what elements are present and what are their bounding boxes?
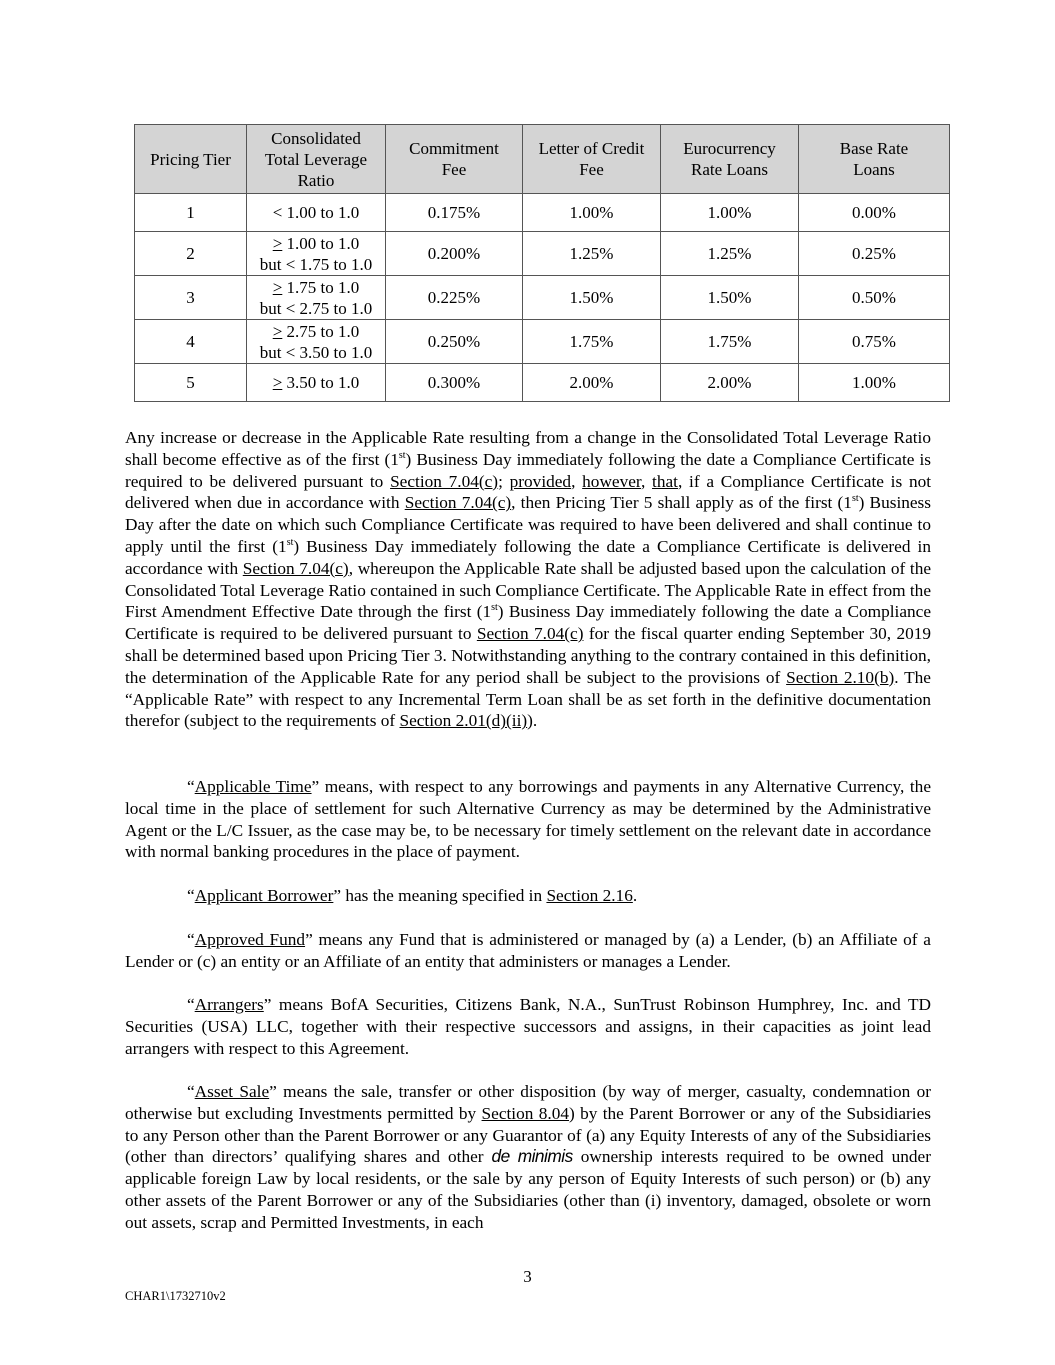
table-row <box>135 276 950 320</box>
loc-cell: 2.00% <box>523 364 661 402</box>
ratio-cell: > 3.50 to 1.0 <box>247 364 386 402</box>
loc-cell: 1.00% <box>523 194 661 232</box>
defined-term: Arrangers <box>194 995 264 1014</box>
euro-cell: 1.25% <box>661 232 799 276</box>
table-header-row <box>135 125 950 194</box>
commitment-cell: 0.250% <box>386 320 523 364</box>
header-loc-fee: Letter of Credit Fee <box>523 125 661 194</box>
arrangers-definition: “Arrangers” means BofA Securities, Citizens Bank, N.A., SunTrust Robinson Humphrey, Inc. and TD Securities (USA) LLC, together with their respective successors and assigns, in their capacities as joint lead arrangers with respect to this Agreement. <box>125 995 931 1058</box>
base-cell: 0.00% <box>799 194 950 232</box>
tier-cell: 2 <box>135 232 247 276</box>
commitment-cell: 0.300% <box>386 364 523 402</box>
table-row <box>135 320 950 364</box>
header-leverage-ratio: Consolidated Total Leverage Ratio <box>247 125 386 194</box>
base-cell: 1.00% <box>799 364 950 402</box>
section-link[interactable]: Section 2.16 <box>546 886 633 905</box>
section-link[interactable]: Section 2.01(d)(ii) <box>399 711 528 731</box>
asset-sale-definition: “Asset Sale” means the sale, transfer or other disposition (by way of merger, casualty, condemnation or otherwise but excluding Investments permitted by Section 8.04) by the Parent Borrower or any of the Subsidiaries to any Person other than the Parent Borrower or any Guarantor of (a) any Equity Interests of any of the Subsidiaries (other than directors’ qualifying shares and other de minimis ownership interests required to be owned under applicable foreign Law by local residents, or the sale by any person of Equity Interests of such person) or (b) any other assets of the Parent Borrower or any of the Subsidiaries (other than (i) inventory, damaged, obsolete or worn out assets, scrap and Permitted Investments, in each <box>125 1082 931 1232</box>
page-number: 3 <box>523 1267 532 1286</box>
applicable-time-definition: “Applicable Time” means, with respect to any borrowings and payments in any Alternative Currency, the local time in the place of settlement for such Alternative Currency as may be determined by the Administrative Agent or the L/C Issuer, as the case may be, to be necessary for timely settlement on the relevant date in accordance with normal banking procedures in the place of payment. <box>125 777 931 862</box>
applicant-borrower-definition: “Applicant Borrower” has the meaning specified in Section 2.16. <box>187 886 638 905</box>
tier-cell: 5 <box>135 364 247 402</box>
document-id: CHAR1\1732710v2 <box>125 1289 226 1303</box>
section-link[interactable]: Section 7.04(c) <box>390 471 499 491</box>
table-row <box>135 232 950 276</box>
defined-term: Applicant Borrower <box>194 886 334 905</box>
defined-term: Asset Sale <box>194 1082 270 1101</box>
ratio-cell: > 2.75 to 1.0 but < 3.50 to 1.0 <box>247 320 386 364</box>
ratio-cell: > 1.75 to 1.0 but < 2.75 to 1.0 <box>247 276 386 320</box>
loc-cell: 1.75% <box>523 320 661 364</box>
defined-term: Approved Fund <box>194 930 306 949</box>
euro-cell: 1.00% <box>661 194 799 232</box>
loc-cell: 1.25% <box>523 232 661 276</box>
base-cell: 0.25% <box>799 232 950 276</box>
section-link[interactable]: Section 2.10(b) <box>786 667 895 687</box>
tier-cell: 3 <box>135 276 247 320</box>
section-link[interactable]: Section 8.04 <box>481 1103 569 1123</box>
base-cell: 0.75% <box>799 320 950 364</box>
commitment-cell: 0.200% <box>386 232 523 276</box>
defined-term: Applicable Time <box>194 777 312 796</box>
section-link[interactable]: Section 7.04(c) <box>242 558 349 578</box>
section-link[interactable]: Section 7.04(c) <box>476 624 584 644</box>
commitment-cell: 0.175% <box>386 194 523 232</box>
header-eurocurrency: Eurocurrency Rate Loans <box>661 125 799 194</box>
base-cell: 0.50% <box>799 276 950 320</box>
header-commitment-fee: Commitment Fee <box>386 125 523 194</box>
table-row <box>135 364 950 402</box>
ratio-cell: < 1.00 to 1.0 <box>247 194 386 232</box>
pricing-table <box>134 124 950 402</box>
approved-fund-definition: “Approved Fund” means any Fund that is administered or managed by (a) a Lender, (b) an Affiliate of a Lender or (c) an entity or an Affiliate of an entity that administers or manages a Lender. <box>125 930 931 971</box>
loc-cell: 1.50% <box>523 276 661 320</box>
table-row <box>135 194 950 232</box>
header-base-rate: Base Rate Loans <box>799 125 950 194</box>
section-link[interactable]: Section 7.04(c) <box>404 493 512 513</box>
euro-cell: 1.50% <box>661 276 799 320</box>
commitment-cell: 0.225% <box>386 276 523 320</box>
tier-cell: 1 <box>135 194 247 232</box>
ratio-cell: > 1.00 to 1.0 but < 1.75 to 1.0 <box>247 232 386 276</box>
header-pricing-tier: Pricing Tier <box>135 125 247 194</box>
applicable-rate-paragraph: Any increase or decrease in the Applicable Rate resulting from a change in the Consolidated Total Leverage Ratio shall become effective as of the first (1st) Business Day immediately following the date a Compliance Certificate is required to be delivered pursuant to Section 7.04(c); provided, however, that, if a Compliance Certificate is not delivered when due in accordance with Section 7.04(c), then Pricing Tier 5 shall apply as of the first (1st) Business Day after the date on which such Compliance Certificate was required to have been delivered and shall continue to apply until the first (1st) Business Day immediately following the date a Compliance Certificate is delivered in accordance with Section 7.04(c), whereupon the Applicable Rate shall be adjusted based upon the calculation of the Consolidated Total Leverage Ratio contained in such Compliance Certificate. The Applicable Rate in effect from the First Amendment Effective Date through the first (1st) Business Day immediately following the date a Compliance Certificate is required to be delivered pursuant to Section 7.04(c) for the fiscal quarter ending September 30, 2019 shall be determined based upon Pricing Tier 3. Notwithstanding anything to the contrary contained in this definition, the determination of the Applicable Rate for any period shall be subject to the provisions of Section 2.10(b). The “Applicable Rate” with respect to any Incremental Term Loan shall be as set forth in the definitive documentation therefor (subject to the requirements of Section 2.01(d)(ii)). <box>125 428 932 731</box>
tier-cell: 4 <box>135 320 247 364</box>
euro-cell: 1.75% <box>661 320 799 364</box>
euro-cell: 2.00% <box>661 364 799 402</box>
